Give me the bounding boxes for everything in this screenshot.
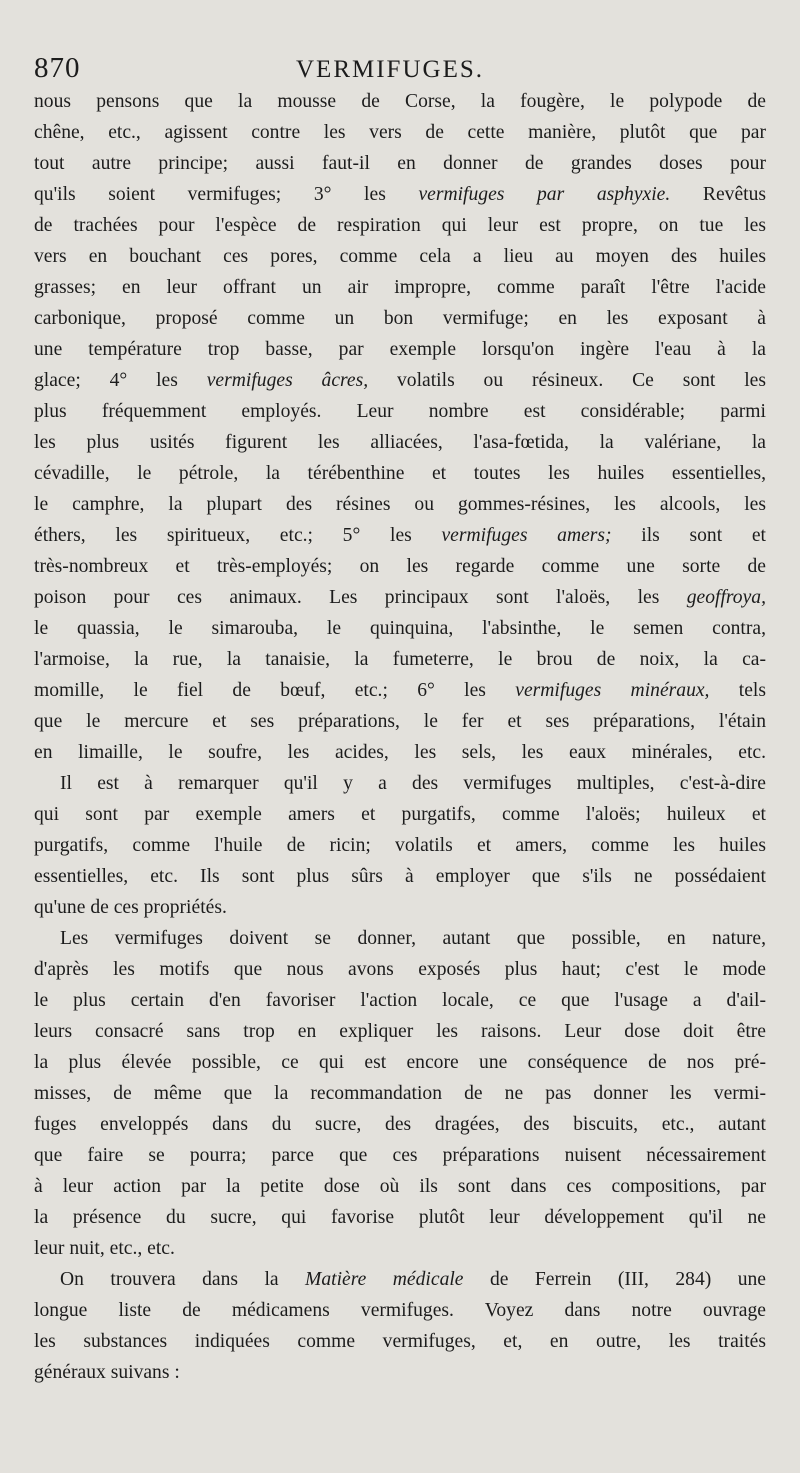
text-run: le camphre, la plupart des résines ou gommes-résines, les alcools, les [34, 494, 766, 515]
text-run: Les vermifuges doivent se donner, autant que possible, en nature, [60, 928, 766, 949]
text-line [34, 303, 766, 334]
text-run: généraux suivans : [34, 1362, 180, 1383]
paragraph [34, 86, 766, 768]
text-run: misses, de même que la recommandation de ne pas donner les vermi- [34, 1083, 766, 1104]
text-line [34, 1357, 766, 1388]
text-run: une température trop basse, par exemple lorsqu'on ingère l'eau à la [34, 339, 766, 360]
text-line [34, 551, 766, 582]
text-line [34, 985, 766, 1016]
text-line [34, 923, 766, 954]
text-line [34, 768, 766, 799]
text-run: grasses; en leur offrant un air impropre, comme paraît l'être l'acide [34, 277, 766, 298]
text-line [34, 1326, 766, 1357]
text-run: qu'ils soient vermifuges; 3° les [34, 184, 419, 205]
text-run: d'après les motifs que nous avons exposés plus haut; c'est le mode [34, 959, 766, 980]
text-line [34, 334, 766, 365]
text-run: momille, le fiel de bœuf, etc.; 6° les [34, 680, 516, 701]
text-run: plus fréquemment employés. Leur nombre est considérable; parmi [34, 401, 766, 422]
running-head [34, 52, 766, 86]
text-run: Il est à remarquer qu'il y a des vermifuges multiples, c'est-à-dire [60, 773, 766, 794]
text-line [34, 1140, 766, 1171]
text-line [34, 830, 766, 861]
text-line [34, 520, 766, 551]
text-run: carbonique, proposé comme un bon vermifuge; en les exposant à [34, 308, 766, 329]
text-line [34, 799, 766, 830]
text-line [34, 954, 766, 985]
text-line [34, 365, 766, 396]
text-run: que le mercure et ses préparations, le fer et ses préparations, l'étain [34, 711, 766, 732]
text-line [34, 1233, 766, 1264]
text-run: leur nuit, etc., etc. [34, 1238, 175, 1259]
text-run: les plus usités figurent les alliacées, l'asa-fœtida, la valériane, la [34, 432, 766, 453]
text-line [34, 489, 766, 520]
text-run: le quassia, le simarouba, le quinquina, l'absinthe, le semen contra, [34, 618, 766, 639]
running-title: VERMIFUGES. [296, 56, 484, 83]
text-line [34, 148, 766, 179]
text-run: à leur action par la petite dose où ils sont dans ces compositions, par [34, 1176, 766, 1197]
italic-term: vermifuges minéraux, [515, 680, 710, 701]
text-run: que faire se pourra; parce que ces préparations nuisent nécessairement [34, 1145, 766, 1166]
text-run: cévadille, le pétrole, la térébenthine et toutes les huiles essentielles, [34, 463, 766, 484]
text-line [34, 1109, 766, 1140]
text-run: vers en bouchant ces pores, comme cela a lieu au moyen des huiles [34, 246, 766, 267]
body-text [34, 86, 766, 1388]
text-line [34, 675, 766, 706]
text-line [34, 1202, 766, 1233]
text-run: purgatifs, comme l'huile de ricin; volatils et amers, comme les huiles [34, 835, 766, 856]
text-run: le plus certain d'en favoriser l'action locale, ce que l'usage a d'ail- [34, 990, 766, 1011]
text-line [34, 861, 766, 892]
text-line [34, 1295, 766, 1326]
text-line [34, 1047, 766, 1078]
text-run: la plus élevée possible, ce qui est encore une conséquence de nos pré- [34, 1052, 766, 1073]
text-run: essentielles, etc. Ils sont plus sûrs à employer que s'ils ne possédaient [34, 866, 766, 887]
text-line [34, 86, 766, 117]
text-run: glace; 4° les [34, 370, 207, 391]
text-line [34, 427, 766, 458]
text-run: chêne, etc., agissent contre les vers de cette manière, plutôt que par [34, 122, 766, 143]
text-run: leurs consacré sans trop en expliquer les raisons. Leur dose doit être [34, 1021, 766, 1042]
text-line [34, 737, 766, 768]
text-line [34, 1016, 766, 1047]
text-run: les substances indiquées comme vermifuges, et, en outre, les traités [34, 1331, 766, 1352]
text-line [34, 706, 766, 737]
text-run: très-nombreux et très-employés; on les regarde comme une sorte de [34, 556, 766, 577]
italic-term: vermifuges amers; [441, 525, 612, 546]
text-run: longue liste de médicamens vermifuges. Voyez dans notre ouvrage [34, 1300, 766, 1321]
text-line [34, 272, 766, 303]
italic-term: vermifuges âcres, [206, 370, 369, 391]
text-line [34, 117, 766, 148]
text-line [34, 613, 766, 644]
text-line [34, 396, 766, 427]
text-line [34, 179, 766, 210]
text-run: fuges enveloppés dans du sucre, des dragées, des biscuits, etc., autant [34, 1114, 766, 1135]
text-run: On trouvera dans la [60, 1269, 306, 1290]
text-run: ils sont et [611, 525, 766, 546]
text-line [34, 1078, 766, 1109]
text-line [34, 1264, 766, 1295]
text-run: poison pour ces animaux. Les principaux sont l'aloës, les [34, 587, 687, 608]
paragraph [34, 768, 766, 923]
text-line [34, 241, 766, 272]
text-run: qui sont par exemple amers et purgatifs, comme l'aloës; huileux et [34, 804, 766, 825]
italic-term: vermifuges par asphyxie. [418, 184, 671, 205]
text-line [34, 458, 766, 489]
text-run: volatils ou résineux. Ce sont les [368, 370, 766, 391]
text-run: de trachées pour l'espèce de respiration qui leur est propre, on tue les [34, 215, 766, 236]
italic-term: geoffroya, [686, 587, 766, 608]
text-line [34, 644, 766, 675]
text-run: en limaille, le soufre, les acides, les sels, les eaux minérales, etc. [34, 742, 766, 763]
text-line [34, 1171, 766, 1202]
text-line [34, 892, 766, 923]
text-run: l'armoise, la rue, la tanaisie, la fumeterre, le brou de noix, la ca- [34, 649, 766, 670]
paragraph [34, 1264, 766, 1388]
text-run: la présence du sucre, qui favorise plutôt leur développement qu'il ne [34, 1207, 766, 1228]
text-line [34, 210, 766, 241]
page-number: 870 [34, 52, 81, 84]
text-run: qu'une de ces propriétés. [34, 897, 227, 918]
text-run: Revêtus [670, 184, 767, 205]
text-run: nous pensons que la mousse de Corse, la fougère, le polypode de [34, 91, 766, 112]
paragraph [34, 923, 766, 1264]
text-line [34, 582, 766, 613]
italic-term: Matière médicale [305, 1269, 464, 1290]
text-run: tout autre principe; aussi faut-il en donner de grandes doses pour [34, 153, 766, 174]
text-run: de Ferrein (III, 284) une [463, 1269, 766, 1290]
text-run: tels [709, 680, 766, 701]
text-run: éthers, les spiritueux, etc.; 5° les [34, 525, 442, 546]
